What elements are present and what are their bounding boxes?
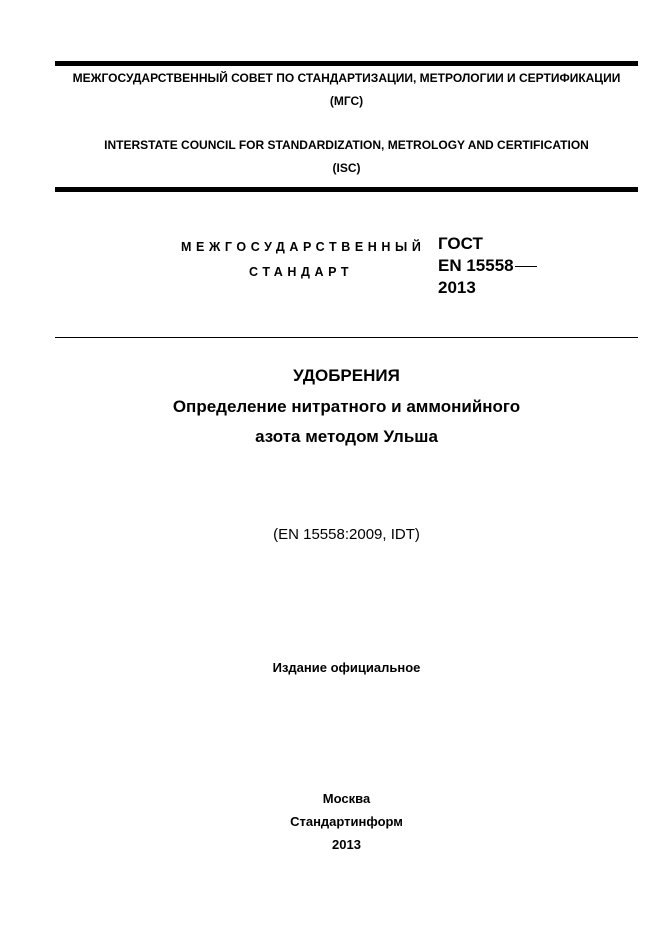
council-name-en: INTERSTATE COUNCIL FOR STANDARDIZATION, METROLOGY AND CERTIFICATION (104, 138, 589, 152)
gost-dash (515, 266, 537, 267)
imprint-year: 2013 (332, 837, 361, 852)
standard-reference: (EN 15558:2009, IDT) (273, 526, 420, 543)
document-subtitle-line1: Определение нитратного и аммонийного (172, 397, 521, 416)
second-thick-rule (55, 187, 638, 192)
council-abbr-ru: (МГС) (329, 94, 364, 108)
council-name-ru: МЕЖГОСУДАРСТВЕННЫЙ СОВЕТ ПО СТАНДАРТИЗАЦИИ, МЕТРОЛОГИИ И СЕРТИФИКАЦИИ (72, 71, 621, 85)
divider-rule (55, 337, 638, 338)
standard-type-line2: СТАНДАРТ (249, 265, 354, 279)
gost-number: EN 15558 (438, 256, 514, 275)
top-thick-rule (55, 61, 638, 66)
edition-note: Издание официальное (272, 660, 421, 675)
gost-year: 2013 (438, 278, 476, 297)
gost-number-line (438, 255, 537, 276)
imprint-city: Москва (322, 791, 371, 806)
document-title: УДОБРЕНИЯ (293, 366, 400, 385)
gost-label: ГОСТ (438, 234, 483, 253)
standard-type-line1: МЕЖГОСУДАРСТВЕННЫЙ (181, 240, 426, 254)
imprint-publisher: Стандартинформ (290, 814, 403, 829)
council-abbr-en: (ISC) (332, 161, 361, 175)
document-subtitle-line2: азота методом Ульша (255, 427, 438, 446)
